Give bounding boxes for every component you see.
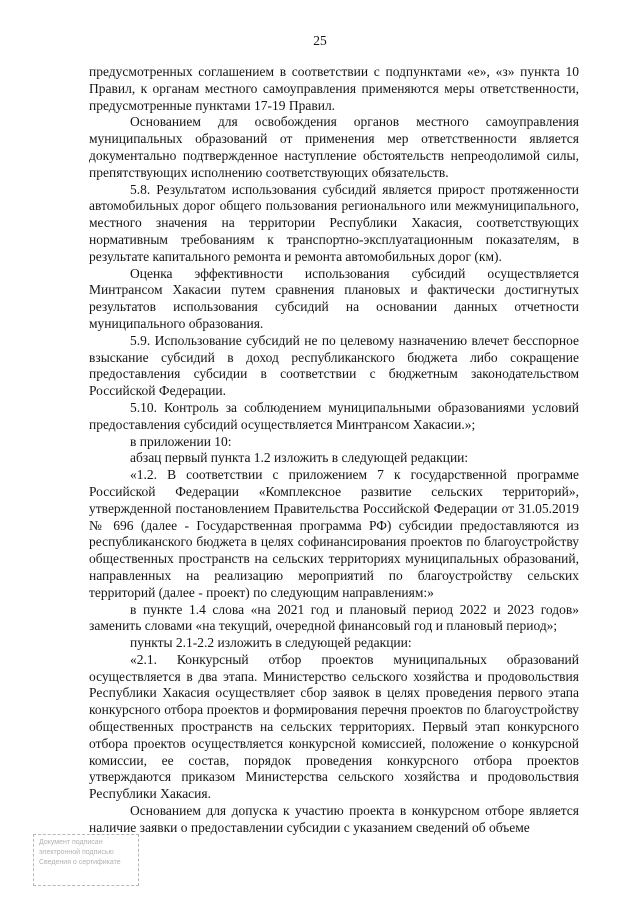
signature-stamp	[33, 834, 139, 886]
paragraph: 5.8. Результатом использования субсидий является прирост протяженности автомобильных дорог общего пользования регионального или межмуниципального, местного значения на территории Республики Хакасия, соответствующих нормативным требованиям к транспортно-эксплуатационным показателям, в результате капитального ремонта и ремонта автомобильных дорог (км).	[89, 181, 579, 264]
paragraph: 5.10. Контроль за соблюдением муниципальными образованиями условий предоставления субсидий осуществляется Минтрансом Хакасии.»;	[89, 399, 579, 432]
stamp-line: Документ подписан	[39, 839, 103, 846]
page-number: 25	[313, 33, 327, 48]
paragraph: Оценка эффективности использования субсидий осуществляется Минтрансом Хакасии путем сравнения плановых и фактически достигнутых результатов использования субсидий на основании данных отчетности муниципального образования.	[89, 265, 579, 331]
paragraph: предусмотренных соглашением в соответствии с подпунктами «е», «з» пункта 10 Правил, к органам местного самоуправления применяются меры ответственности, предусмотренные пунктами 17-19 Правил.	[89, 64, 579, 113]
paragraph: абзац первый пункта 1.2 изложить в следующей редакции:	[130, 450, 469, 466]
paragraph: пункты 2.1-2.2 изложить в следующей редакции:	[130, 635, 412, 651]
paragraph: «2.1. Конкурсный отбор проектов муниципальных образований осуществляется в два этапа. Министерство сельского хозяйства и продовольствия Республики Хакасия осуществляет сбор заявок в целях проведения первого этапа конкурсного отбора проектов и формирования перечня проектов по благоустройству общественных пространств на сельских территориях. Первый этап конкурсного отбора проектов осуществляется конкурсной комиссией, положение о конкурсной комиссии, ее состав, порядок проведения конкурсного отбора проектов утверждаются приказом Министерства сельского хозяйства и продовольствия Республики Хакасия.	[89, 651, 579, 802]
document-body	[89, 64, 579, 837]
paragraph: Основанием для освобождения органов местного самоуправления муниципальных образований от применения мер ответственности является документально подтвержденное наступление обстоятельств непреодолимой силы, препятствующих исполнению соответствующих обязательств.	[89, 114, 579, 180]
paragraph: в пункте 1.4 слова «на 2021 год и плановый период 2022 и 2023 годов» заменить словами «на текущий, очередной финансовый год и плановый период»;	[89, 601, 579, 634]
stamp-line: Сведения о сертификате	[39, 859, 121, 866]
stamp-line: электронной подписью	[39, 849, 114, 856]
paragraph: 5.9. Использование субсидий не по целевому назначению влечет бесспорное взыскание субсидий в доход республиканского бюджета либо сокращение предоставления субсидии в соответствии с бюджетным законодательством Российской Федерации.	[89, 332, 579, 399]
paragraph: в приложении 10:	[130, 433, 232, 449]
paragraph: «1.2. В соответствии с приложением 7 к государственной программе Российской Федерации «Комплексное развитие сельских территорий», утвержденной постановлением Правительства Российской Федерации от 31.05.2019 № 696 (далее - Государственная программа РФ) субсидии предоставляются из республиканского бюджета в целях софинансирования проектов по благоустройству общественных пространств на сельских территориях муниципальных образований, направленных на реализацию мероприятий по благоустройству сельских территорий (далее - проект) по следующим направлениям:»	[89, 467, 579, 600]
paragraph: Основанием для допуска к участию проекта в конкурсном отборе является наличие заявки о предоставлении субсидии с указанием сведений об объеме	[89, 803, 579, 835]
